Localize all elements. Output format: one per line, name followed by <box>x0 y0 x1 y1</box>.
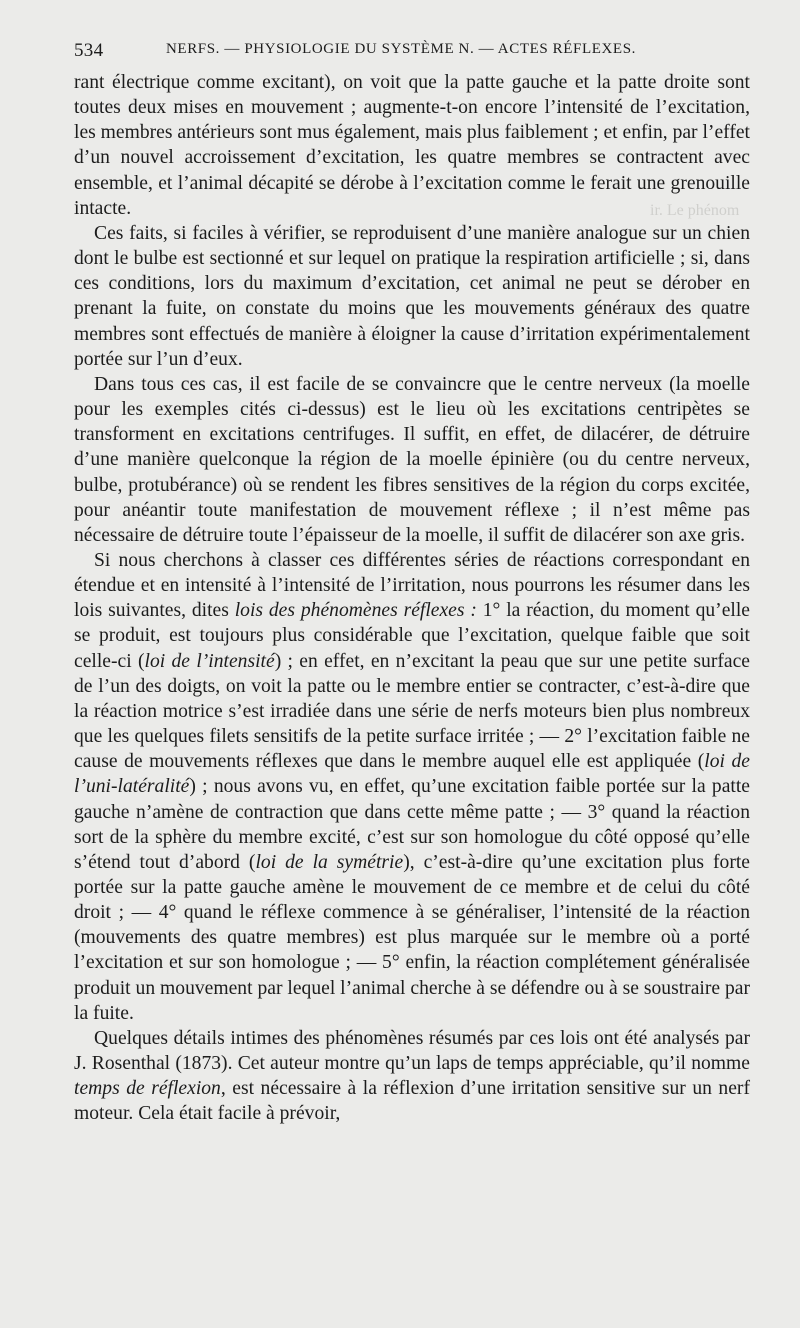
italic-term: temps de réflexion <box>74 1078 221 1100</box>
body-text <box>74 70 750 1127</box>
show-through-text: ir. Le phénom <box>650 202 740 219</box>
text-run: Dans tous ces cas, il est facile de se convaincre que le centre nerveux (la moelle pour les exemples cités ci-dessus) est le lieu où les excitations centripètes se transforment en excitations centrifuges. Il suffit, en effet, de dilacérer, de détruire d’une manière quelconque la région de la moelle épinière (ou du centre nerveux, bulbe, protubérance) où se rendent les fibres sensitives de la région du corps excitée, pour anéantir toute manifestation de mouvement réflexe ; il n’est même pas nécessaire de détruire toute l’épaisseur de la moelle, il suffit de dilacérer son axe gris. <box>74 373 750 546</box>
text-run: , est nécessaire à la réflexion d’une irritation sensitive sur un nerf moteur. Cela était facile à prévoir, <box>74 1078 750 1125</box>
text-run: 1° la réaction, du moment qu’elle se produit, est toujours plus considérable que l’excitation, quelque faible que soit celle-ci ( <box>74 600 750 672</box>
paragraph-1 <box>74 70 750 221</box>
text-run: Quelques détails intimes des phénomènes résumés par ces lois ont été analysés par J. Rosenthal (1873). Cet auteur montre qu’un laps de temps appréciable, qu’il nomme <box>74 1027 750 1075</box>
text-run: rant électrique comme excitant), on voit que la patte gauche et la patte droite sont toutes deux mises en mouvement ; augmente-t-on encore l’intensité de l’excitation, les membres antérieurs sont mus également, mais plus faiblement ; et enfin, par l’effet d’un nouvel accroissement d’excitation, les quatre membres se contractent avec ensemble, et l’animal décapité se dérobe à l’excitation comme le ferait une grenouille intacte. <box>74 72 750 219</box>
paragraph-4 <box>74 548 750 1026</box>
paragraph-3 <box>74 372 750 548</box>
text-run: Si nous cherchons à classer ces différentes séries de réactions correspondant en étendue et en intensité à l’intensité de l’irritation, nous pourrons les résumer dans les lois suivantes, dites <box>74 549 750 622</box>
page-number: 534 <box>74 40 104 61</box>
italic-term: lois des phénomènes réflexes : <box>234 600 477 622</box>
text-run: ), c’est-à-dire qu’une excitation plus forte portée sur la patte gauche amène le mouvement de ce membre et de celui du côté droit ; — 4° quand le réflexe commence à se généraliser, l’intensité de la réaction (mouvements des quatre membres) est plus marquée sur le membre où a porté l’excitation et sur son homologue ; — 5° enfin, la réaction complétement généralisée produit un mouvement par lequel l’animal cherche à se défendre ou à se soustraire par la fuite. <box>74 851 750 1024</box>
text-run: Ces faits, si faciles à vérifier, se reproduisent d’une manière analogue sur un chien dont le bulbe est sectionné et sur lequel on pratique la respiration artificielle ; si, dans ces conditions, lors du maximum d’excitation, cet animal ne peut se dérober en prenant la fuite, on constate du moins que les mouvements généraux des quatre membres sont effectués de manière à éloigner la cause d’irritation expérimentalement portée sur l’un d’eux. <box>74 222 750 370</box>
running-title: NERFS. — PHYSIOLOGIE DU SYSTÈME N. — ACTES RÉFLEXES. <box>166 41 636 57</box>
paragraph-5 <box>74 1026 750 1127</box>
italic-term: loi de la symétrie <box>255 851 404 873</box>
paragraph-2 <box>74 221 750 372</box>
text-run: ) ; nous avons vu, en effet, qu’une excitation faible portée sur la patte gauche n’amène de contraction que dans cette même patte ; — 3° quand la réaction sort de la sphère du membre excité, c’est sur son homologue du côté opposé qu’elle s’étend tout d’abord ( <box>74 776 750 873</box>
running-head <box>74 40 750 62</box>
italic-term: loi de l’uni-latéralité <box>74 751 750 798</box>
text-run: ) ; en effet, en n’excitant la peau que sur une petite surface de l’un des doigts, on voit la patte ou le membre entier se contracter, c’est-à-dire que la réaction motrice s’est irradiée dans une série de nerfs moteurs bien plus nombreux que les quelques filets sensitifs de la petite surface irritée ; — 2° l’excitation faible ne cause de mouvements réflexes que dans le membre auquel elle est appliquée ( <box>74 650 750 773</box>
italic-term: loi de l’intensité <box>144 650 275 672</box>
